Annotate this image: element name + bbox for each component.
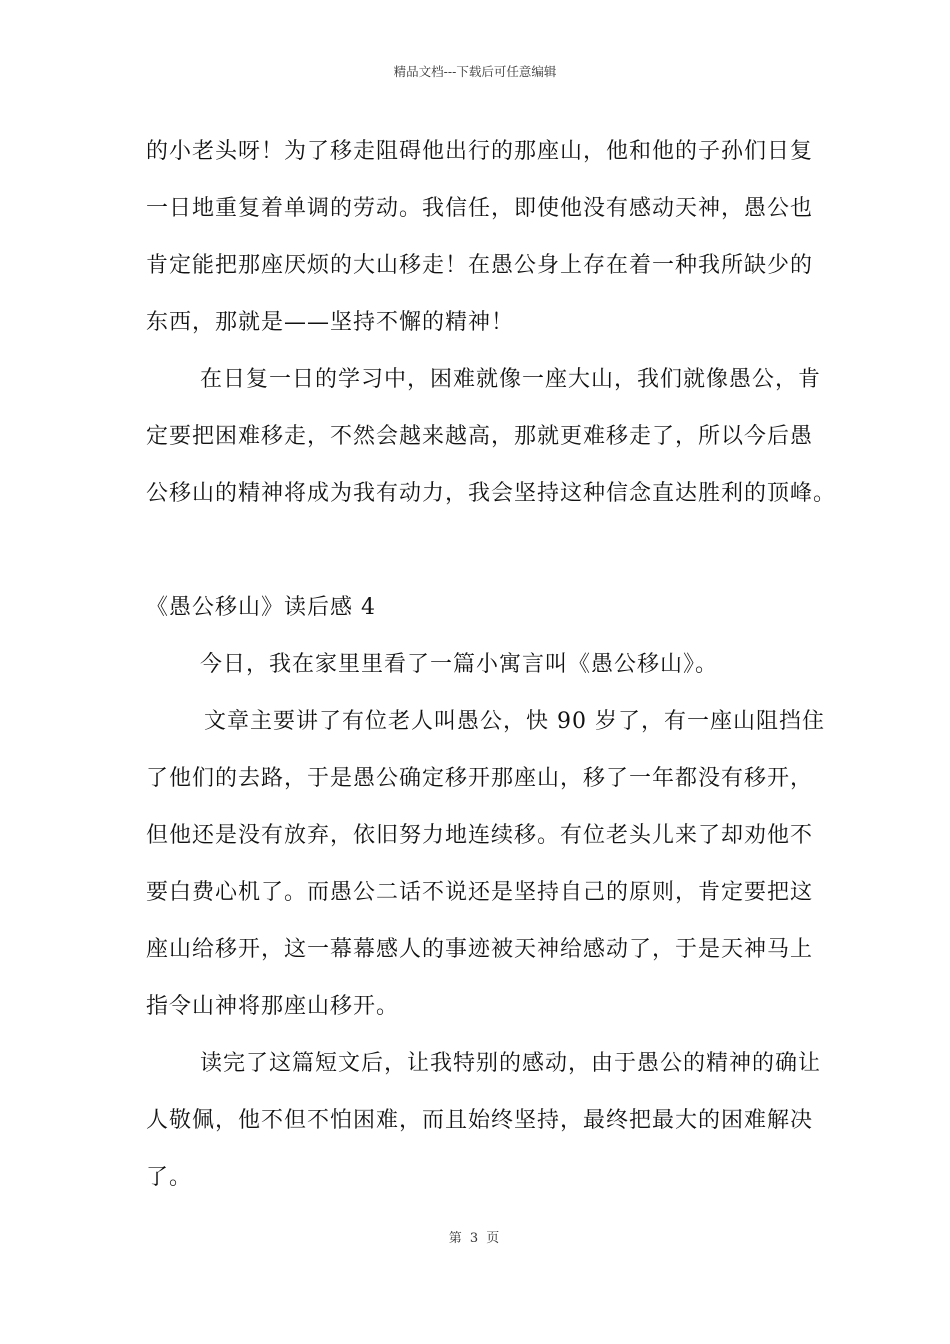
paragraph-line: 在日复一日的学习中，困难就像一座大山，我们就像愚公，肯 [200,367,822,392]
paragraph-line: 定要把困难移走，不然会越来越高，那就更难移走了，所以今后愚 [146,424,814,449]
paragraph-line: 东西，那就是——坚持不懈的精神！ [146,310,515,335]
paragraph-line: 座山给移开，这一幕幕感人的事迹被天神给感动了，于是天神马上 [146,937,814,962]
paragraph-line: 指令山神将那座山移开。 [146,994,400,1019]
paragraph-line: 今日，我在家里里看了一篇小寓言叫《愚公移山》。 [200,652,719,677]
page-header: 精品文档---下载后可任意编辑 [393,64,557,79]
paragraph-line: 读完了这篇短文后，让我特别的感动，由于愚公的精神的确让 [200,1051,822,1076]
paragraph-line: 了他们的去路，于是愚公确定移开那座山，移了一年都没有移开， [146,766,814,791]
paragraph-line: 肯定能把那座厌烦的大山移走！在愚公身上存在着一种我所缺少的 [146,253,814,278]
paragraph-line: 但他还是没有放弃，依旧努力地连续移。有位老头儿来了却劝他不 [146,823,814,848]
paragraph-line: 人敬佩，他不但不怕困难，而且始终坚持，最终把最大的困难解决 [146,1108,814,1133]
section-heading: 《愚公移山》读后感 4 [146,595,376,620]
paragraph-line: 文章主要讲了有位老人叫愚公，快 90 岁了，有一座山阻挡住 [204,709,825,734]
paragraph-line: 了。 [146,1165,193,1190]
paragraph-line: 公移山的精神将成为我有动力，我会坚持这种信念直达胜利的顶峰。 [146,481,837,506]
paragraph-line: 一日地重复着单调的劳动。我信任，即使他没有感动天神，愚公也 [146,196,814,221]
page-number: 第 3 页 [448,1231,502,1246]
paragraph-line: 的小老头呀！为了移走阻碍他出行的那座山，他和他的子孙们日复 [146,139,814,164]
paragraph-line: 要白费心机了。而愚公二话不说还是坚持自己的原则，肯定要把这 [146,880,814,905]
